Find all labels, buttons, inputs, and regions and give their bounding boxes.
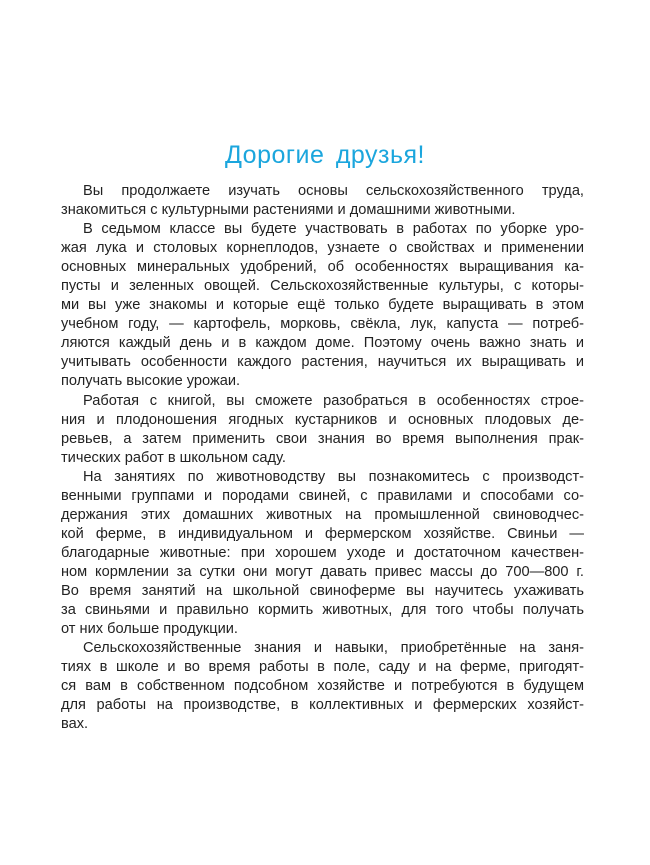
text-line: В седьмом классе вы будете участвовать в работах по уборке уро- — [83, 221, 584, 238]
paragraph-1 — [61, 182, 584, 220]
paragraph-5 — [61, 639, 584, 734]
text-line: учитывать особенности каждого растения, научиться их выращивать и — [61, 354, 584, 371]
text-line: ревьев, а затем применить свои знания во время выполнения прак- — [61, 430, 584, 447]
text-line: кой ферме, в индивидуальном и фермерском хозяйстве. Свиньи — — [61, 525, 584, 542]
text-line: жая лука и столовых корнеплодов, узнаете о свойствах и применении — [61, 240, 584, 257]
text-line: от них больше продукции. — [61, 621, 238, 638]
text-line: получать высокие урожаи. — [61, 373, 241, 390]
paragraph-3 — [61, 392, 584, 468]
text-line: Во время занятий на школьной свиноферме вы научитесь ухаживать — [61, 582, 584, 599]
text-line: вах. — [61, 716, 89, 733]
paragraph-4 — [61, 468, 584, 639]
text-line: знакомиться с культурными растениями и домашними животными. — [61, 202, 516, 219]
text-line: Вы продолжаете изучать основы сельскохозяйственного труда, — [83, 183, 584, 199]
text-line: Сельскохозяйственные знания и навыки, приобретённые на заня- — [83, 640, 584, 657]
paragraph-2 — [61, 220, 584, 391]
text-line: благодарные животные: при хорошем уходе и достаточном качествен- — [61, 544, 584, 561]
text-line: ляются каждый день и в каждом доме. Поэтому очень важно знать и — [61, 335, 584, 352]
text-line: тических работ в школьном саду. — [61, 449, 286, 466]
text-line: ния и плодоношения ягодных кустарников и основных плодовых де- — [61, 411, 584, 428]
text-line: держания этих домашних животных на промышленной свиноводчес- — [61, 506, 584, 523]
text-line: Работая с книгой, вы сможете разобраться в особенностях строе- — [83, 392, 584, 409]
text-line: учебном году, — картофель, морковь, свёкла, лук, капуста — потреб- — [61, 316, 584, 333]
text-line: ми вы уже знакомы и которые ещё только будете выращивать в этом — [61, 297, 584, 314]
text-line: пусты и зеленных овощей. Сельскохозяйственные культуры, с которы- — [61, 278, 584, 295]
text-line: На занятиях по животноводству вы познакомитесь с производст- — [83, 468, 584, 485]
text-line: тиях в школе и во время работы в поле, саду и на ферме, пригодят- — [61, 659, 584, 676]
text-line: основных минеральных удобрений, об особенностях выращивания ка- — [61, 259, 584, 276]
body-text — [61, 182, 584, 734]
text-line: за свиньями и правильно кормить животных, для того чтобы получать — [61, 602, 584, 619]
text-line: ном кормлении за сутки они могут давать привес массы до 700—800 г. — [61, 563, 584, 580]
text-line: для работы на производстве, в коллективных и фермерских хозяйст- — [61, 697, 584, 714]
text-line: венными группами и породами свиней, с правилами и способами со- — [61, 487, 584, 504]
page-title: Дорогие друзья! — [224, 141, 426, 169]
text-line: ся вам в собственном подсобном хозяйстве и потребуются в будущем — [61, 678, 584, 695]
